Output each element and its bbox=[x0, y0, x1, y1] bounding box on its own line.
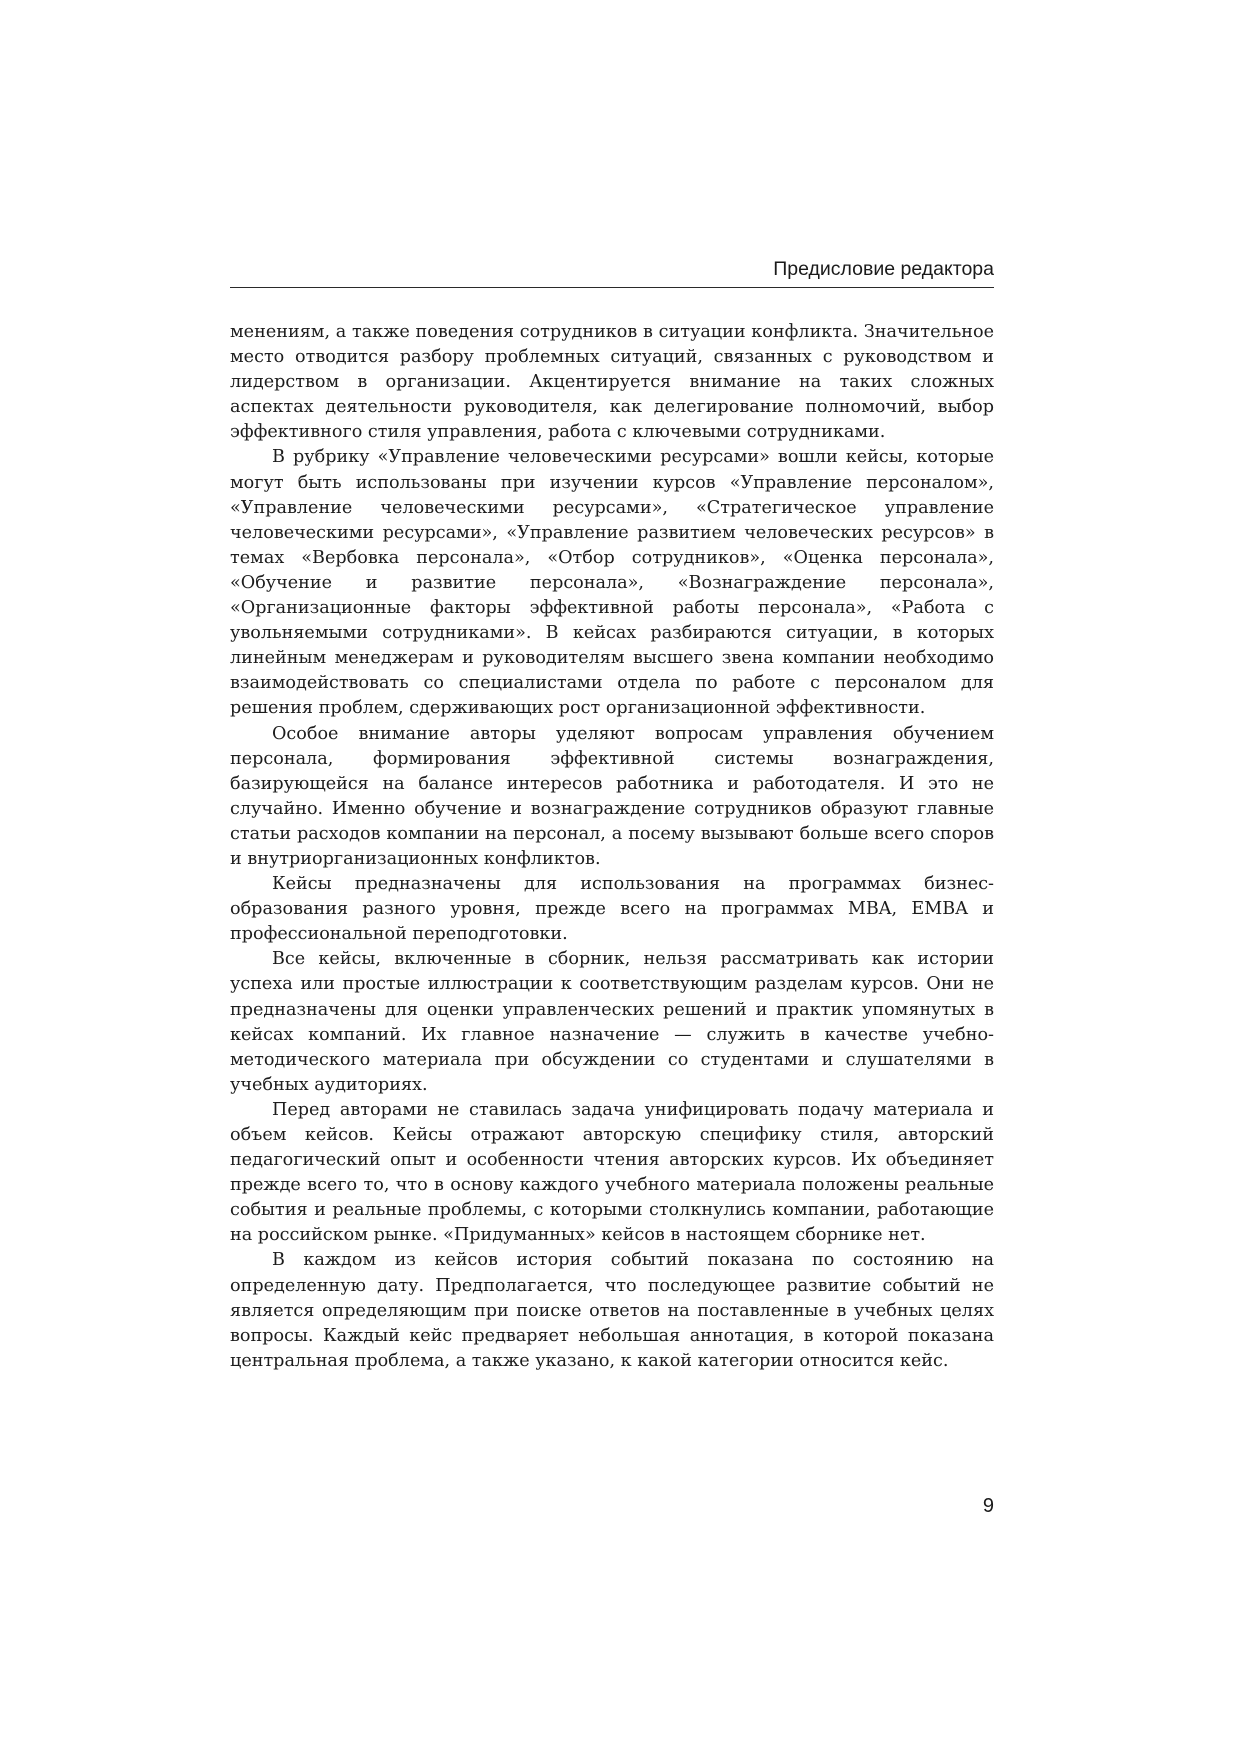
main-text bbox=[230, 320, 994, 1374]
running-title: Предисловие редактора bbox=[773, 258, 994, 280]
paragraph: В рубрику «Управление человеческими ресурсами» вошли кейсы, которые могут быть использованы при изучении курсов «Управление персоналом», «Управление человеческими ресурсами», «Стратегическое управление человеческими ресурсами», «Управление развитием человеческих ресурсов» в темах «Вербовка персонала», «Отбор сотрудников», «Оценка персонала», «Обучение и развитие персонала», «Вознаграждение персонала», «Организационные факторы эффективной работы персонала», «Работа с увольняемыми сотрудниками». В кейсах разбираются ситуации, в которых линейным менеджерам и руководителям высшего звена компании необходимо взаимодействовать со специалистами отдела по работе с персоналом для решения проблем, сдерживающих рост организационной эффективности. bbox=[230, 447, 994, 719]
paragraph: Перед авторами не ставилась задача унифицировать подачу материала и объем кейсов. Кейсы отражают авторскую специфику стиля, авторский педагогический опыт и особенности чтения авторских курсов. Их объединяет прежде всего то, что в основу каждого учебного материала положены реальные события и реальные проблемы, с которыми столкнулись компании, работающие на российском рынке. «Придуманных» кейсов в настоящем сборнике нет. bbox=[230, 1099, 994, 1246]
paragraph: В каждом из кейсов история событий показана по состоянию на определенную дату. Предполагается, что последующее развитие событий не является определяющим при поиске ответов на поставленные в учебных целях вопросы. Каждый кейс предваряет небольшая аннотация, в которой показана центральная проблема, а также указано, к какой категории относится кейс. bbox=[230, 1250, 994, 1371]
page-number: 9 bbox=[982, 1495, 994, 1517]
paragraph: Все кейсы, включенные в сборник, нельзя рассматривать как истории успеха или простые иллюстрации к соответствующим разделам курсов. Они не предназначены для оценки управленческих решений и практик упомянутых в кейсах компаний. Их главное назначение — служить в качестве учебно-методического материала при обсуждении со студентами и слушателями в учебных аудиториях. bbox=[230, 949, 994, 1095]
paragraph: менениям, а также поведения сотрудников в ситуации конфликта. Значительное место отводится разбору проблемных ситуаций, связанных с руководством и лидерством в организации. Акцентируется внимание на таких сложных аспектах деятельности руководителя, как делегирование полномочий, выбор эффективного стиля управления, работа с ключевыми сотрудниками. bbox=[230, 322, 994, 443]
paragraph: Кейсы предназначены для использования на программах бизнес-образования разного уровня, прежде всего на программах MBA, EMBA и профессиональной переподготовки. bbox=[230, 874, 994, 945]
header-rule bbox=[230, 287, 994, 288]
paragraph: Особое внимание авторы уделяют вопросам управления обучением персонала, формирования эффективной системы вознаграждения, базирующейся на балансе интересов работника и работодателя. И это не случайно. Именно обучение и вознаграждение сотрудников образуют главные статьи расходов компании на персонал, а посему вызывают больше всего споров и внутриорганизационных конфликтов. bbox=[230, 723, 994, 869]
